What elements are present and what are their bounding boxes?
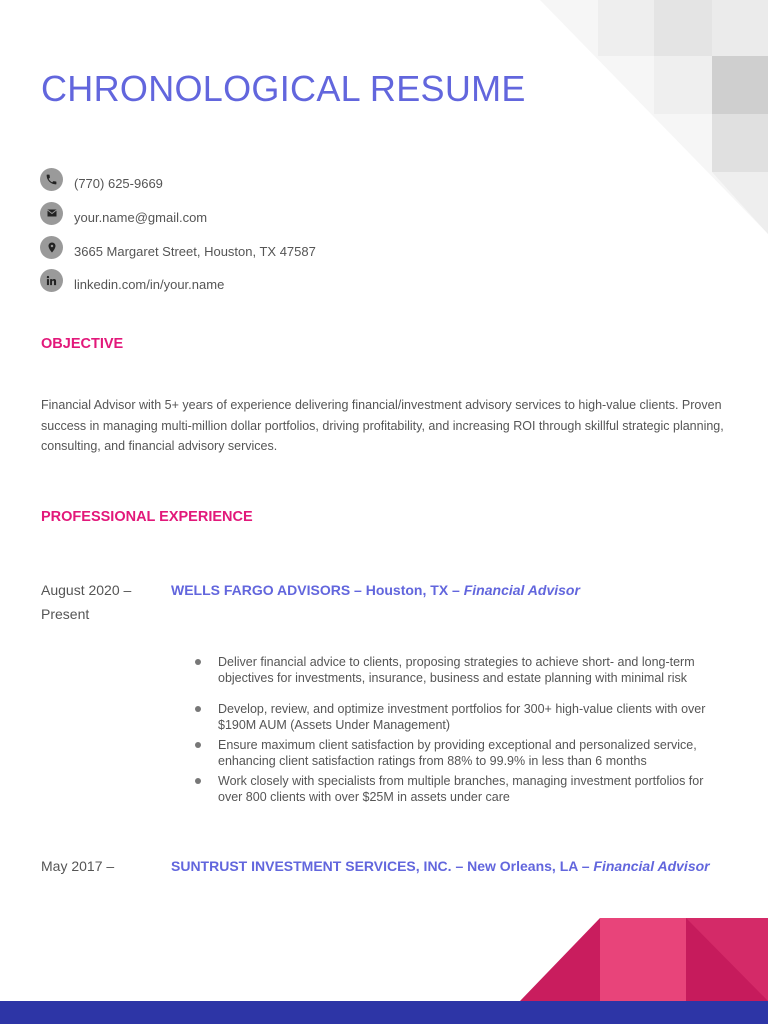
job-2-role: Financial Advisor: [593, 858, 710, 874]
location-icon: [40, 236, 63, 259]
top-right-gray-tiles: [540, 0, 768, 234]
job-1-bullet: Work closely with specialists from multiple branches, managing investment portfolios for over 800 clients with over $25M in assets under care: [195, 773, 725, 805]
address-text: 3665 Margaret Street, Houston, TX 47587: [74, 243, 316, 259]
job-1-bullet: Ensure maximum client satisfaction by providing exceptional and personalized service, enhancing client satisfaction ratings from 88% to 99.9% in less than 6 months: [195, 737, 725, 769]
contact-linkedin: [40, 268, 224, 292]
phone-icon: [40, 168, 63, 191]
objective-heading: OBJECTIVE: [41, 336, 124, 352]
resume-title: CHRONOLOGICAL RESUME: [41, 68, 526, 109]
objective-text: Financial Advisor with 5+ years of experience delivering financial/investment advisory services to high-value clients. Proven success in managing multi-million dollar portfolios, driving profitability, and increasing ROI through skillful strategic planning, consulting, and financial advisory services.: [41, 398, 724, 453]
bottom-right-pink-shapes: [520, 918, 768, 1001]
linkedin-icon: [40, 269, 63, 292]
job-1-bullet: Develop, review, and optimize investment portfolios for 300+ high-value clients with over $190M AUM (Assets Under Management): [195, 701, 725, 733]
email-text: your.name@gmail.com: [74, 209, 208, 225]
job-2-employer: SUNTRUST INVESTMENT SERVICES, INC. – New Orleans, LA –: [171, 858, 590, 874]
job-2-header: [171, 856, 710, 876]
contact-address: [40, 235, 316, 259]
job-1-role: Financial Advisor: [463, 582, 580, 598]
footer-bar: [0, 1001, 768, 1024]
job-1-header: [171, 580, 580, 600]
email-icon: [40, 202, 63, 225]
job-1-dates: August 2020 – Present: [41, 582, 132, 622]
job-1-bullet: Deliver financial advice to clients, proposing strategies to achieve short- and long-term objectives for investments, insurance, business and estate planning with minimal risk: [195, 654, 725, 686]
experience-heading: PROFESSIONAL EXPERIENCE: [41, 509, 253, 525]
linkedin-text: linkedin.com/in/your.name: [74, 276, 225, 292]
phone-text: (770) 625-9669: [74, 175, 163, 191]
job-2-dates: May 2017 –: [41, 858, 115, 874]
job-1-employer: WELLS FARGO ADVISORS – Houston, TX –: [171, 582, 460, 598]
job-1-bullet-list: [195, 654, 725, 805]
contact-email: [40, 201, 207, 225]
contact-phone: [40, 167, 163, 191]
